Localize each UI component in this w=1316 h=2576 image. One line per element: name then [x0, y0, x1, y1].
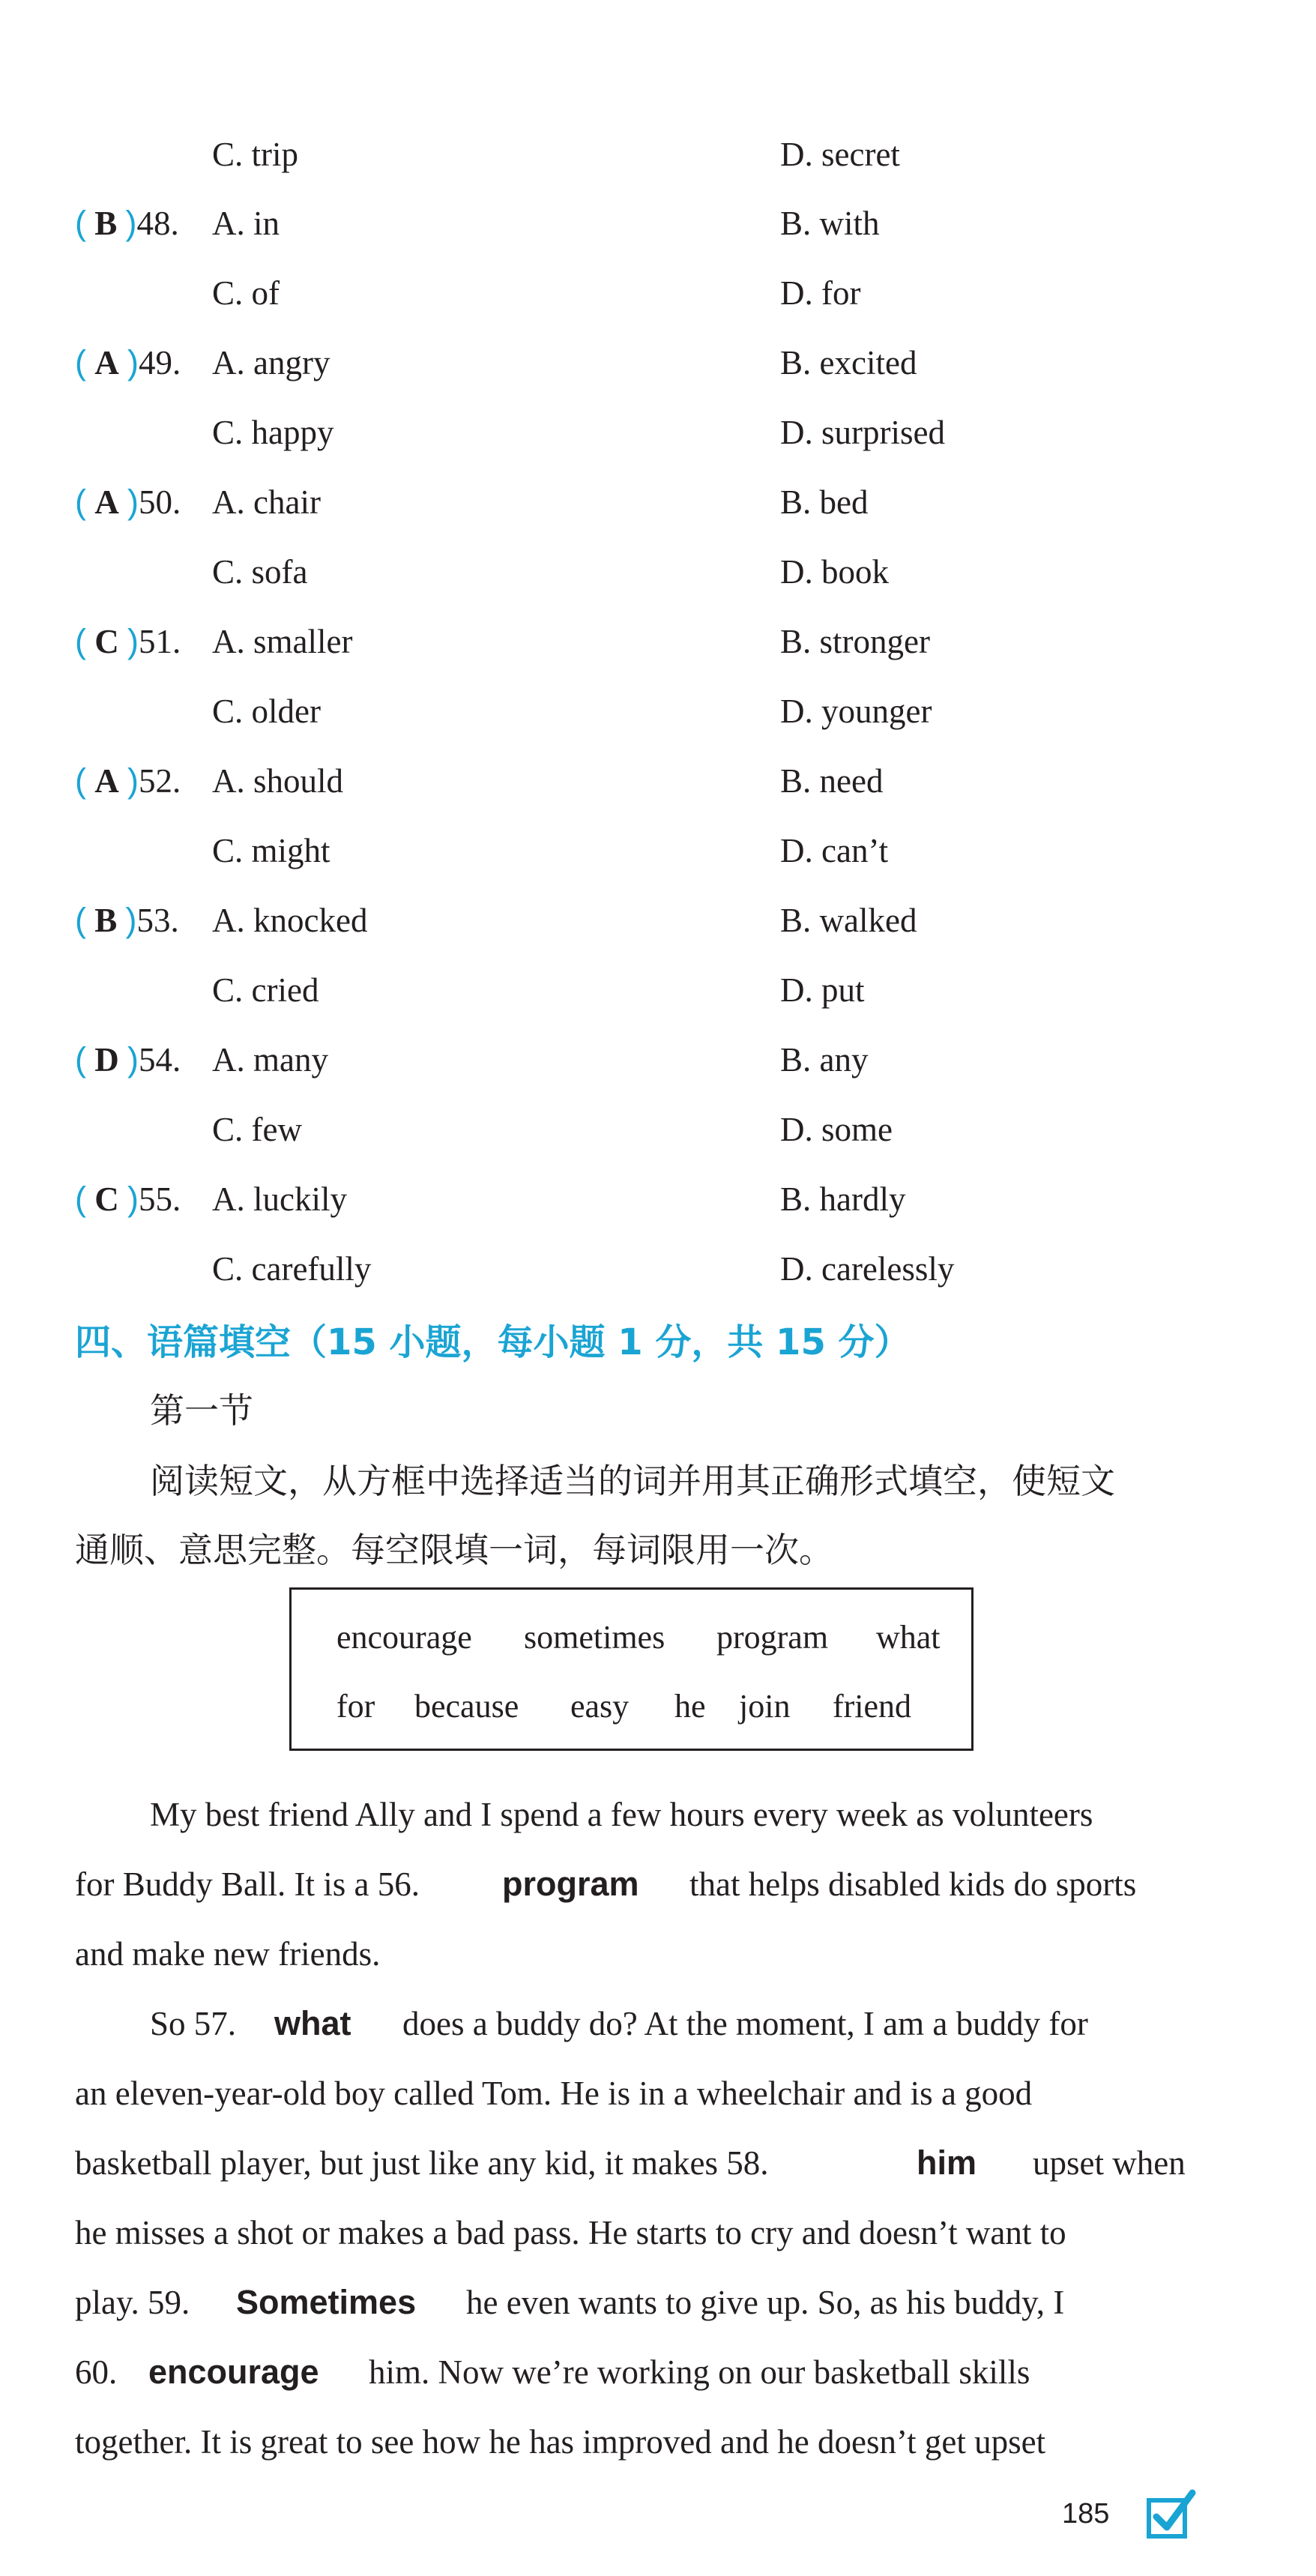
option-d-49: D. surprised — [780, 414, 945, 451]
passage-line: play. 59. — [75, 2284, 190, 2321]
box-word: friend — [833, 1688, 912, 1725]
answer-letter-49: A — [94, 344, 119, 381]
option-d-53: D. put — [780, 971, 865, 1009]
option-c-53: C. cried — [212, 971, 319, 1009]
section-title: 四、语篇填空（15 小题，每小题 1 分，共 15 分） — [75, 1321, 911, 1363]
option-b-55: B. hardly — [780, 1180, 906, 1218]
option-d-48: D. for — [780, 274, 861, 312]
passage-line: for Buddy Ball. It is a 56. — [75, 1865, 420, 1903]
checkbox-logo-icon — [1144, 2488, 1197, 2541]
answer-letter-55: C — [94, 1180, 119, 1218]
box-word: encourage — [336, 1619, 472, 1656]
option-c-50: C. sofa — [212, 553, 308, 591]
question-number-52: 52. — [139, 762, 181, 800]
answer-51: ( C )51. — [75, 622, 181, 660]
question-number-50: 50. — [139, 483, 181, 521]
option-c-48: C. of — [212, 274, 280, 312]
passage-line: he misses a shot or makes a bad pass. He starts to cry and doesn’t want to — [75, 2214, 1066, 2251]
answer-letter-54: D — [94, 1041, 119, 1079]
passage-line: My best friend Ally and I spend a few hours every week as volunteers — [150, 1796, 1093, 1833]
page-number: 185 — [1062, 2498, 1110, 2530]
instruction-line-2: 通顺、意思完整。每空限填一词，每词限用一次。 — [75, 1530, 833, 1570]
answer-60: encourage — [148, 2353, 319, 2391]
answer-letter-53: B — [94, 902, 118, 939]
answer-53: ( B )53. — [75, 901, 179, 939]
answer-52: ( A )52. — [75, 761, 181, 800]
word-box — [289, 1587, 974, 1751]
option-c-52: C. might — [212, 832, 330, 869]
box-word: program — [716, 1619, 829, 1656]
answer-56: program — [502, 1865, 639, 1903]
option-a-54: A. many — [212, 1041, 328, 1079]
option-b-51: B. stronger — [780, 623, 930, 660]
option-a-49: A. angry — [212, 344, 330, 381]
option-c-54: C. few — [212, 1111, 302, 1148]
passage-line: basketball player, but just like any kid, it makes 58. — [75, 2144, 769, 2182]
box-word: easy — [570, 1688, 630, 1725]
box-word: join — [739, 1688, 791, 1725]
section-part: 第一节 — [150, 1390, 253, 1431]
option-c-55: C. carefully — [212, 1250, 372, 1288]
option-b-50: B. bed — [780, 483, 869, 521]
option-a-52: A. should — [212, 762, 344, 800]
passage-line: he even wants to give up. So, as his buddy, I — [466, 2284, 1065, 2321]
box-word: because — [414, 1688, 519, 1725]
question-number-51: 51. — [139, 623, 181, 660]
option-c-49: C. happy — [212, 414, 334, 451]
option-c-47: C. trip — [212, 136, 299, 173]
answer-49: ( A )49. — [75, 343, 181, 381]
option-a-53: A. knocked — [212, 902, 368, 939]
answer-57: what — [274, 2004, 351, 2042]
option-a-50: A. chair — [212, 483, 321, 521]
answer-58: him — [917, 2144, 977, 2182]
answer-54: ( D )54. — [75, 1040, 181, 1079]
question-number-53: 53. — [136, 902, 179, 939]
option-a-51: A. smaller — [212, 623, 353, 660]
option-b-53: B. walked — [780, 902, 917, 939]
answer-letter-50: A — [94, 483, 119, 521]
option-a-55: A. luckily — [212, 1180, 347, 1218]
option-b-54: B. any — [780, 1041, 869, 1079]
answer-55: ( C )55. — [75, 1180, 181, 1218]
box-word: what — [876, 1619, 941, 1656]
box-word: he — [674, 1688, 706, 1725]
option-b-52: B. need — [780, 762, 884, 800]
passage-line: and make new friends. — [75, 1935, 381, 1973]
option-a-48: A. in — [212, 205, 280, 242]
question-number-48: 48. — [136, 205, 179, 242]
passage-line: does a buddy do? At the moment, I am a buddy for — [402, 2005, 1088, 2042]
passage-line: upset when — [1033, 2144, 1186, 2182]
option-d-52: D. can’t — [780, 832, 889, 869]
answer-letter-48: B — [94, 205, 118, 242]
option-d-50: D. book — [780, 553, 889, 591]
passage-line: him. Now we’re working on our basketball skills — [369, 2353, 1030, 2391]
option-d-51: D. younger — [780, 693, 932, 730]
option-b-48: B. with — [780, 205, 880, 242]
box-word: for — [336, 1688, 375, 1725]
answer-48: ( B )48. — [75, 204, 179, 242]
instruction-line-1: 阅读短文，从方框中选择适当的词并用其正确形式填空，使短文 — [150, 1461, 1115, 1501]
answer-50: ( A )50. — [75, 483, 181, 521]
passage-line: 60. — [75, 2353, 118, 2391]
passage-line: an eleven-year-old boy called Tom. He is in a wheelchair and is a good — [75, 2075, 1033, 2112]
option-d-55: D. carelessly — [780, 1250, 955, 1288]
option-c-51: C. older — [212, 693, 321, 730]
option-d-47: D. secret — [780, 136, 900, 173]
option-d-54: D. some — [780, 1111, 893, 1148]
answer-letter-52: A — [94, 762, 119, 800]
question-number-55: 55. — [139, 1180, 181, 1218]
answer-59: Sometimes — [236, 2283, 417, 2321]
question-number-54: 54. — [139, 1041, 181, 1079]
passage-line: together. It is great to see how he has improved and he doesn’t get upset — [75, 2423, 1046, 2461]
passage-line: that helps disabled kids do sports — [689, 1865, 1137, 1903]
answer-letter-51: C — [94, 623, 119, 660]
question-number-49: 49. — [139, 344, 181, 381]
option-b-49: B. excited — [780, 344, 917, 381]
box-word: sometimes — [524, 1619, 665, 1656]
passage-line: So 57. — [150, 2005, 237, 2042]
